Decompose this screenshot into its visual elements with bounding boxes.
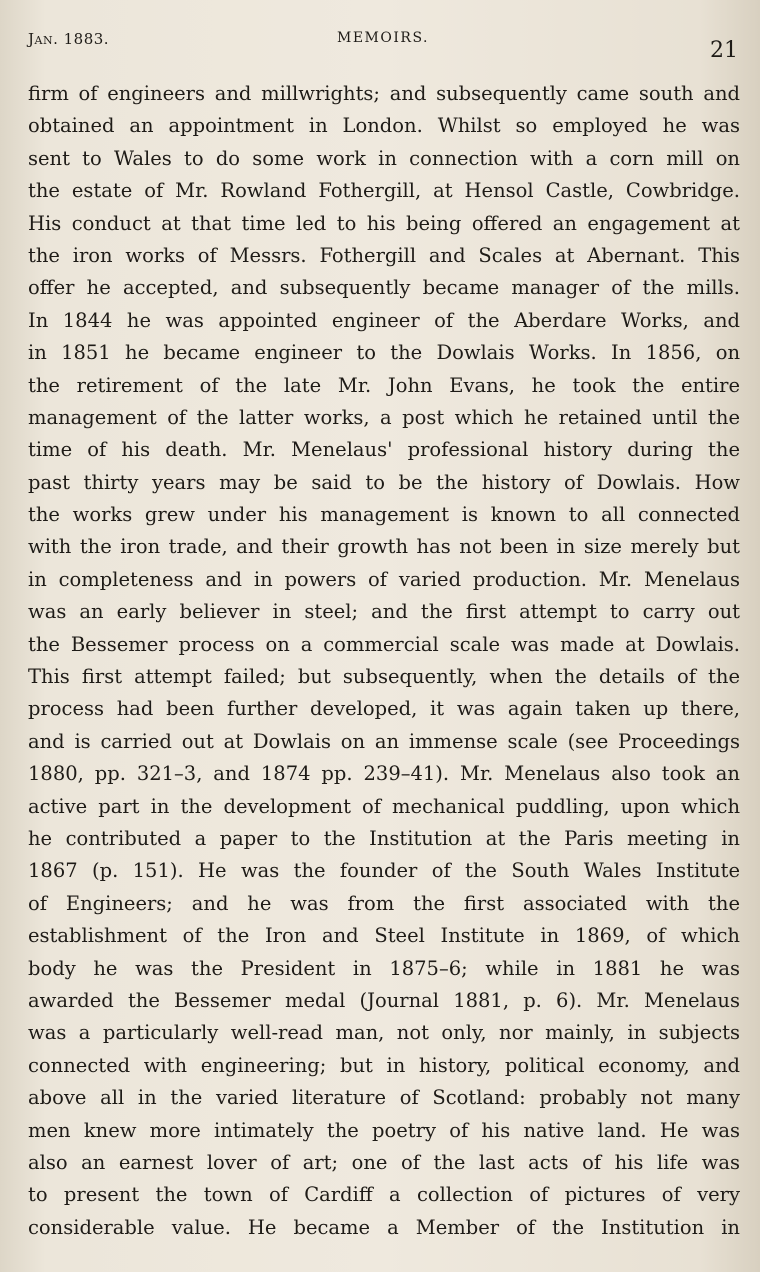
- header-date: Jan. 1883.: [28, 30, 110, 48]
- text-line: awarded the Bessemer medal (Journal 1881, p. 6). Mr. Menelaus: [28, 988, 740, 1012]
- header-title: MEMOIRS.: [337, 30, 429, 46]
- text-line: of Engineers; and he was from the first associated with the: [28, 891, 740, 915]
- text-line: connected with engineering; but in history, political economy, and: [28, 1053, 740, 1077]
- text-line: process had been further developed, it was again taken up there,: [28, 697, 740, 721]
- text-line: considerable value. He became a Member of the Institution in: [28, 1215, 740, 1239]
- text-line: 1880, pp. 321–3, and 1874 pp. 239–41). Mr. Menelaus also took an: [28, 762, 740, 786]
- text-line: body he was the President in 1875–6; while in 1881 he was: [28, 956, 740, 980]
- text-line: men knew more intimately the poetry of his native land. He was: [28, 1118, 740, 1142]
- text-line: was a particularly well-read man, not only, nor mainly, in subjects: [28, 1021, 740, 1045]
- text-line: obtained an appointment in London. Whilst so employed he was: [28, 114, 740, 138]
- memoir-paragraph: [28, 78, 740, 1244]
- text-line: the retirement of the late Mr. John Evans, he took the entire: [28, 373, 740, 397]
- text-line: firm of engineers and millwrights; and subsequently came south and: [28, 82, 740, 105]
- text-line: the works grew under his management is known to all connected: [28, 503, 740, 527]
- text-line: In 1844 he was appointed engineer of the Aberdare Works, and: [28, 308, 740, 332]
- running-header: [28, 26, 738, 66]
- text-line: This first attempt failed; but subsequently, when the details of the: [28, 665, 740, 689]
- text-line: active part in the development of mechanical puddling, upon which: [28, 794, 740, 818]
- text-line: time of his death. Mr. Menelaus' professional history during the: [28, 438, 740, 462]
- text-line: establishment of the Iron and Steel Institute in 1869, of which: [28, 924, 740, 948]
- text-line: offer he accepted, and subsequently became manager of the mills.: [28, 276, 740, 300]
- text-line: His conduct at that time led to his being offered an engagement at: [28, 211, 740, 235]
- text-line: past thirty years may be said to be the history of Dowlais. How: [28, 470, 740, 494]
- text-line: with the iron trade, and their growth has not been in size merely but: [28, 535, 740, 559]
- text-line: management of the latter works, a post which he retained until the: [28, 405, 740, 429]
- text-line: 1867 (p. 151). He was the founder of the South Wales Institute: [28, 859, 740, 883]
- text-line: in completeness and in powers of varied production. Mr. Menelaus: [28, 567, 740, 591]
- text-line: the estate of Mr. Rowland Fothergill, at Hensol Castle, Cowbridge.: [28, 179, 740, 203]
- text-line: he contributed a paper to the Institution at the Paris meeting in: [28, 826, 740, 850]
- text-line: the iron works of Messrs. Fothergill and Scales at Abernant. This: [28, 243, 740, 267]
- text-line: and is carried out at Dowlais on an immense scale (see Proceedings: [28, 729, 740, 753]
- text-line: was an early believer in steel; and the first attempt to carry out: [28, 600, 740, 624]
- text-line: above all in the varied literature of Scotland: probably not many: [28, 1086, 740, 1110]
- text-line: sent to Wales to do some work in connection with a corn mill on: [28, 146, 740, 170]
- page-number: 21: [710, 38, 738, 63]
- text-line: in 1851 he became engineer to the Dowlais Works. In 1856, on: [28, 341, 740, 365]
- text-line: the Bessemer process on a commercial scale was made at Dowlais.: [28, 632, 740, 656]
- text-line: also an earnest lover of art; one of the last acts of his life was: [28, 1150, 740, 1174]
- text-line: to present the town of Cardiff a collection of pictures of very: [28, 1183, 740, 1207]
